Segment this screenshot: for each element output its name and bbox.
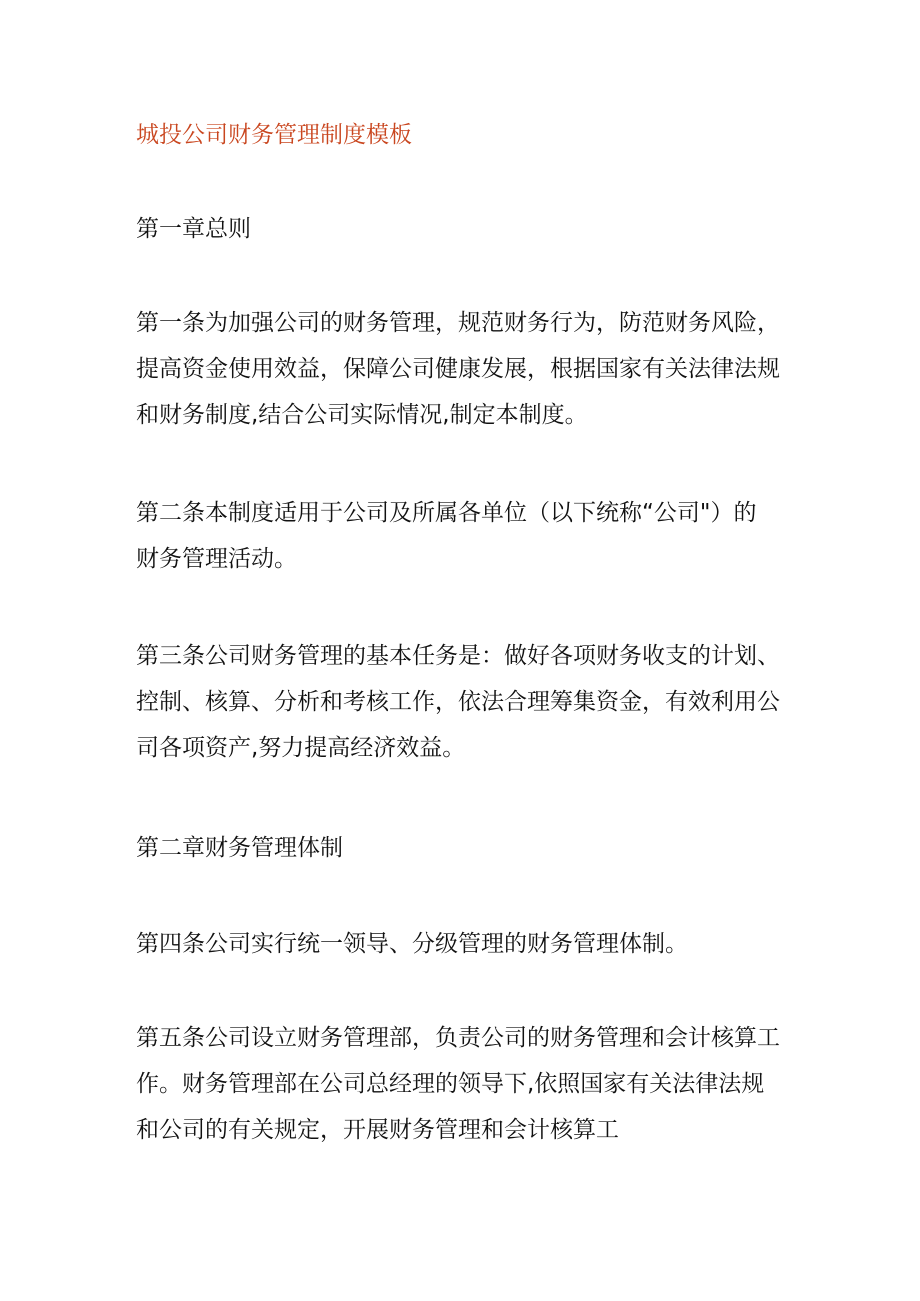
text-line: 第一章总则: [136, 216, 251, 242]
document-title: 城投公司财务管理制度模板: [136, 122, 412, 148]
text-line: 第二章财务管理体制: [136, 835, 343, 861]
text-line: 第五条公司设立财务管理部，负责公司的财务管理和会计核算工: [136, 1025, 780, 1051]
text-line: 控制、核算、分析和考核工作，依法合理筹集资金，有效利用公: [136, 689, 780, 715]
text-line: 第四条公司实行统一领导、分级管理的财务管理体制。: [136, 931, 688, 957]
article-paragraph-3: [136, 633, 786, 771]
text-line: 和财务制度,结合公司实际情况,制定本制度。: [136, 402, 588, 428]
text-line: 司各项资产,努力提高经济效益。: [136, 735, 466, 761]
article-paragraph-5: [136, 1015, 786, 1153]
text-line: 作。财务管理部在公司总经理的领导下,依照国家有关法律法规: [136, 1071, 765, 1097]
text-line: 第一条为加强公司的财务管理，规范财务行为，防范财务风险，: [136, 310, 780, 336]
text-line: 第三条公司财务管理的基本任务是：做好各项财务收支的计划、: [136, 643, 780, 669]
text-line: 第二条本制度适用于公司及所属各单位（以下统称“公司"）的: [136, 500, 757, 526]
article-paragraph-4: [136, 921, 786, 967]
text-line: 和公司的有关规定，开展财务管理和会计核算工: [136, 1117, 619, 1143]
article-paragraph-2: [136, 490, 786, 582]
chapter-heading-1: [136, 206, 786, 252]
text-line: 财务管理活动。: [136, 546, 297, 572]
chapter-heading-2: [136, 825, 786, 871]
text-line: 提高资金使用效益，保障公司健康发展，根据国家有关法律法规: [136, 356, 780, 382]
article-paragraph-1: [136, 300, 786, 438]
